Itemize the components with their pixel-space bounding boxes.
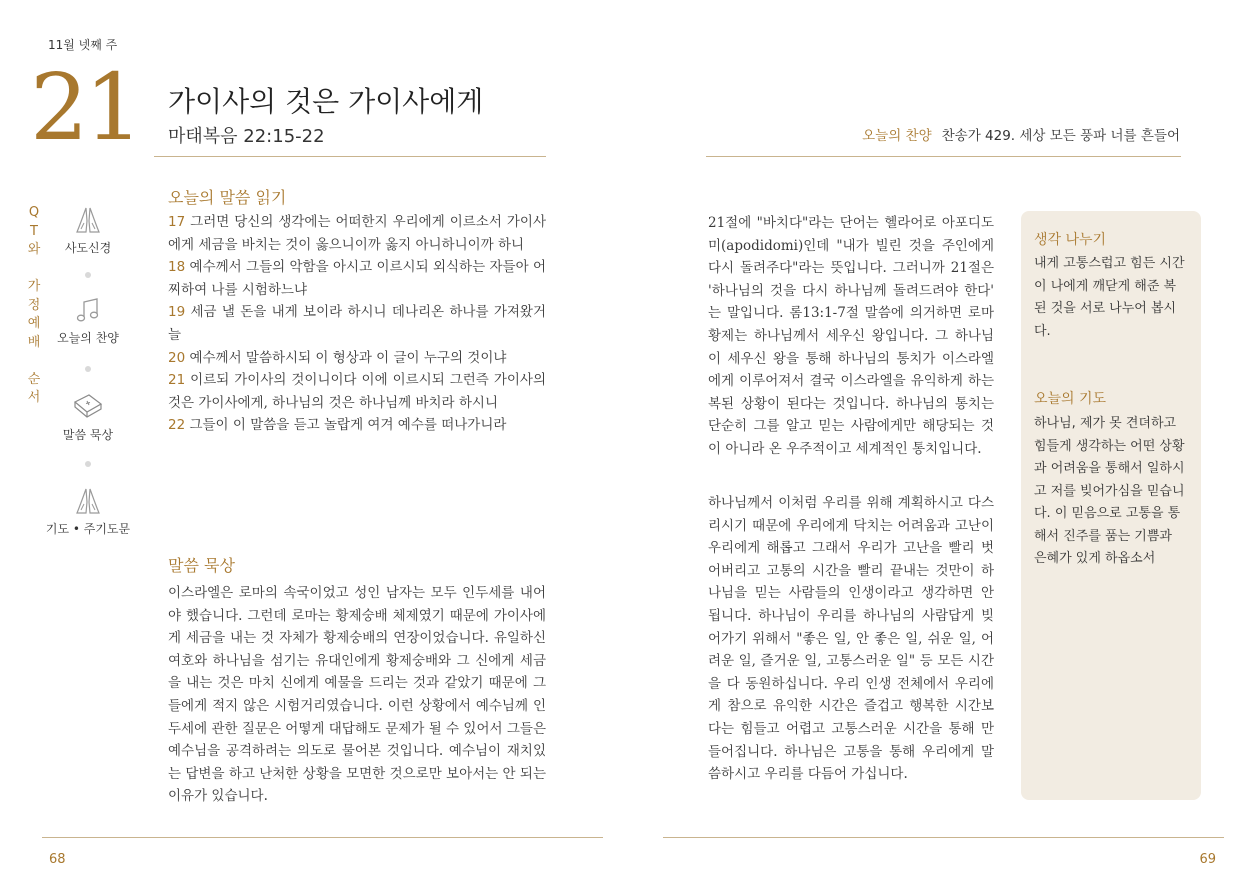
step-prayer [33,486,143,537]
praying-hands-icon [73,486,103,516]
step-divider-dot [85,461,91,467]
verse-number: 22 [168,417,186,434]
verse-number: 21 [168,372,186,389]
step-todays-hymn [33,297,143,346]
verse: 21 이르되 가이사의 것이니이다 이에 이르시되 그런즉 가이사의 것은 가이사에게, 하나님의 것은 하나님께 바치라 하시니 [168,372,546,411]
music-note-icon [75,297,101,325]
hymn-line [862,124,1180,144]
page-number-left: 68 [49,852,66,867]
page-number-right: 69 [1199,852,1216,867]
meditation-paragraph-3: 하나님께서 이처럼 우리를 위해 계획하시고 다스리시기 때문에 우리에게 닥치는 어려움과 고난이 우리에게 해롭고 그래서 우리가 고난을 빨리 벗어버리고 고통의 시간을 빨리 끝내는 것만이 하나님을 믿는 사람들의 인생이라고 생각하면 안 됩니다. 하나님이 우리를 하나님의 사람답게 빚어가기 위해서 "좋은 일, 안 좋은 일, 쉬운 일, 어려운 일, 즐거운 일, 고통스러운 일" 등 모든 시간을 다 동원하십니다. 우리 인생 전체에서 우리에게 참으로 유익한 시간은 즐겁고 행복한 시간보다는 힘들고 어렵고 고통스러운 시간을 통해 만들어집니다. 하나님은 고통을 통해 우리에게 말씀하시고 우리를 다듬어 가십니다. [708,495,994,783]
header-rule-left [154,156,546,157]
verse: 17 그러면 당신의 생각에는 어떠한지 우리에게 이르소서 가이사에게 세금을 바치는 것이 옳으니이까 옳지 아니하니이까 하니 [168,214,546,253]
share-text: 내게 고통스럽고 힘든 시간이 나에게 깨닫게 해준 복된 것을 서로 나누어 봅시다. [1034,256,1185,339]
week-label: 11월 넷째 주 [48,38,118,52]
hymn-text: 찬송가 429. 세상 모든 풍파 너를 흔들어 [941,128,1180,144]
footer-rule-right [663,837,1224,838]
praying-hands-icon [73,205,103,235]
verse: 18 예수께서 그들의 악함을 아시고 이르시되 외식하는 자들아 어찌하여 나를 시험하느냐 [168,259,546,298]
step-apostles-creed [33,205,143,256]
footer-rule-left [42,837,603,838]
verse-number: 20 [168,349,186,366]
prayer-heading: 오늘의 기도 [1034,391,1107,407]
share-heading: 생각 나누기 [1034,232,1107,248]
verse-list [168,211,546,437]
meditation-paragraph-1: 이스라엘은 로마의 속국이었고 성인 남자는 모두 인두세를 내어야 했습니다. 그런데 로마는 황제숭배 체제였기 때문에 가이사에게 세금을 내는 것 자체가 황제숭배의 연장이었습니다. 유일하신 여호와 하나님을 섬기는 유대인에게 황제숭배와 그 신에게 세금을 내는 것은 마치 신에게 예물을 드리는 것과 같았기 때문에 그들에게 적지 않은 시험거리였습니다. 이런 상황에서 예수님께 인두세에 관한 질문은 어떻게 대답해도 문제가 될 수 있어서 그들은 예수님을 공격하려는 의도로 물어본 것입니다. 예수님이 재치있는 답변을 하고 난처한 상황을 모면한 것으로만 보아서는 안 되는 이유가 있습니다. [168,585,546,805]
passage-reference: 마태복음 22:15-22 [168,126,325,147]
header-rule-right [706,156,1181,157]
meditation-paragraph-2: 21절에 "바치다"라는 단어는 헬라어로 아포디도미(apodidomi)인데 "내가 빌린 것을 주인에게 다시 돌려주다"라는 뜻입니다. 그러니까 21절은 '하나님의 것을 다시 하나님께 돌려드려야 한다' 는 말입니다. 롬13:1-7절 말씀에 의거하면 로마 황제는 하나님께서 세우신 왕입니다. 그 하나님이 세우신 왕을 통해 하나님의 통치가 이스라엘에게 이루어져서 결국 이스라엘을 유익하게 하는 복된 상황이 된다는 것입니다. 하나님의 통치는 단순히 그를 알고 믿는 사람에게만 해당되는 것이 아니라 온 우주적이고 세계적인 통치입니다. [708,215,994,457]
verse-number: 17 [168,214,186,230]
verse: 22 그들이 이 말씀을 듣고 놀랍게 여겨 예수를 떠나가니라 [168,417,507,434]
step-divider-dot [85,366,91,372]
hymn-label: 오늘의 찬양 [862,128,932,144]
bible-icon [72,392,104,422]
step-label: 말씀 묵상 [62,428,114,442]
step-divider-dot [85,272,91,278]
qt-order-vertical-label: Q T 와 가 정 예 배 순 서 [27,205,41,405]
verse-number: 18 [168,259,186,276]
verse-number: 19 [168,304,186,321]
step-label: 사도신경 [64,241,112,255]
day-number: 21 [30,54,140,161]
step-label: 오늘의 찬양 [57,331,119,345]
step-label: 기도 • 주기도문 [45,522,131,536]
reading-heading: 오늘의 말씀 읽기 [168,188,287,207]
verse: 20 예수께서 말씀하시되 이 형상과 이 글이 누구의 것이냐 [168,349,507,366]
meditation-heading: 말씀 묵상 [168,556,235,575]
step-meditation [33,392,143,443]
verse: 19 세금 낼 돈을 내게 보이라 하시니 데나리온 하나를 가져왔거늘 [168,304,546,343]
prayer-text: 하나님, 제가 못 견뎌하고 힘들게 생각하는 어떤 상황과 어려움을 통해서 일하시고 저를 빚어가심을 믿습니다. 이 믿음으로 고통을 통해서 진주를 품는 기쁨과 은혜가 있게 하옵소서 [1034,416,1185,566]
page-title: 가이사의 것은 가이사에게 [168,85,484,118]
